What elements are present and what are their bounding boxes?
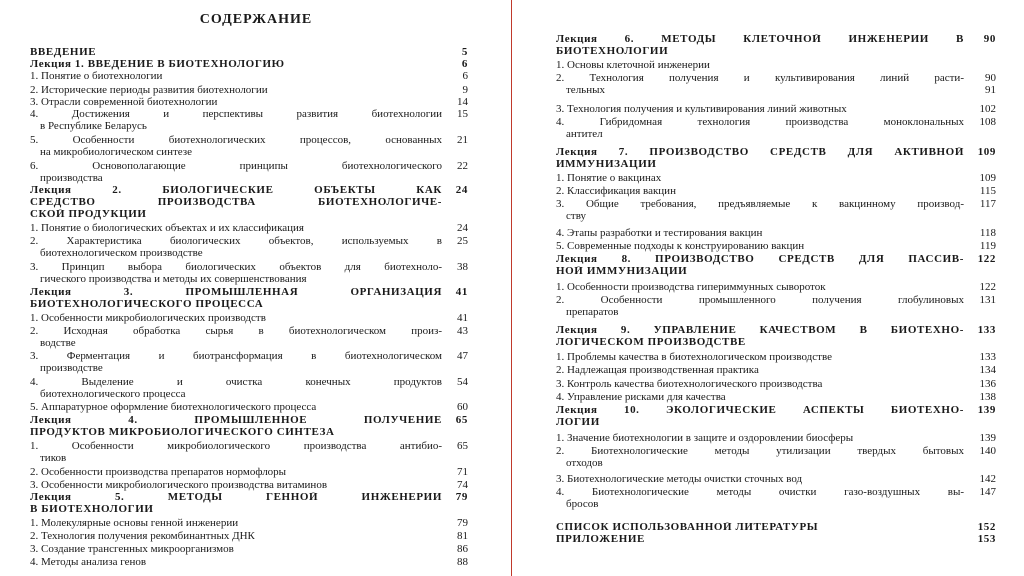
toc-entry: [556, 282, 996, 293]
toc-entry-page: 109: [977, 146, 996, 158]
toc-entry-text: 4. Методы анализа генов: [30, 557, 147, 568]
toc-entry: [30, 85, 468, 96]
toc-entry: [556, 228, 996, 239]
toc-entry: [30, 557, 468, 568]
toc-entry-text: 3. Отрасли современной биотехнологии: [30, 97, 218, 108]
toc-entry-text: 1. Понятие о биотехнологии: [30, 71, 163, 82]
toc-entry: [556, 295, 996, 306]
toc-entry-page: 86: [457, 543, 468, 555]
toc-entry: [556, 325, 996, 336]
toc-entry-text: производства: [40, 173, 103, 184]
toc-entry-text: 5. Особенности биотехнологических процессов, основанных: [30, 135, 442, 146]
toc-entry-text: 3. Контроль качества биотехнологического производства: [556, 379, 823, 390]
toc-entry: [30, 185, 468, 196]
toc-entry-text: 5. Современные подходы к конструированию вакцин: [556, 241, 805, 252]
toc-entry-page: 71: [457, 466, 468, 478]
toc-entry-text: препаратов: [566, 307, 619, 318]
toc-entry-page: 54: [457, 376, 468, 388]
toc-entry: [30, 441, 468, 452]
toc-entry: [556, 446, 996, 457]
toc-entry-text: 4. Гибридомная технология производства моноклональных: [556, 117, 964, 128]
toc-entry: [30, 467, 468, 478]
toc-entry: [556, 522, 996, 533]
toc-entry-text: 3. Биотехнологические методы очистки сточных вод: [556, 474, 803, 485]
toc-entry: [556, 104, 996, 115]
toc-entry: [556, 365, 996, 376]
toc-entry-text: 1. Особенности микробиологических производств: [30, 313, 266, 324]
toc-entry: [30, 262, 468, 273]
toc-entry-text: 2. Исходная обработка сырья в биотехнологическом произ-: [30, 326, 442, 337]
toc-entry: [30, 544, 468, 555]
toc-entry-page: 122: [977, 253, 996, 265]
toc-entry-page: 119: [979, 240, 996, 252]
toc-entry-page: 41: [455, 286, 468, 298]
toc-entry: [30, 223, 468, 234]
toc-entry-text: Лекция 6. МЕТОДЫ КЛЕТОЧНОЙ ИНЖЕНЕРИИ В: [556, 34, 964, 45]
toc-entry-page: 122: [979, 281, 996, 293]
toc-entry-text: 3. Технология получения и культивирования линий животных: [556, 104, 847, 115]
toc-entry-text: 2. Технология получения рекомбинантных ДНК: [30, 531, 255, 542]
toc-entry-text: производстве: [40, 363, 103, 374]
toc-entry: [556, 147, 996, 158]
toc-entry: [30, 173, 468, 184]
toc-entry-text: 1. Понятие о вакцинах: [556, 173, 662, 184]
toc-entry-page: 81: [457, 530, 468, 542]
toc-entry-page: 6: [462, 70, 468, 82]
toc-entry-page: 43: [457, 325, 468, 337]
toc-entry: [30, 97, 468, 108]
toc-entry-text: ИММУНИЗАЦИИ: [556, 159, 657, 170]
toc-entry-page: 41: [457, 312, 468, 324]
toc-entry: [30, 427, 468, 438]
toc-entry-text: НОЙ ИММУНИЗАЦИИ: [556, 266, 688, 277]
toc-entry-page: 21: [457, 134, 468, 146]
toc-entry: [556, 60, 996, 71]
toc-entry: [556, 199, 996, 210]
toc-entry: [30, 402, 468, 413]
toc-entry: [556, 159, 996, 170]
toc-entry-text: 4. Достижения и перспективы развития биотехнологии: [30, 109, 442, 120]
toc-entry-text: 3. Общие требования, предъявляемые к вакцинному производ-: [556, 199, 964, 210]
toc-entry: [30, 338, 468, 349]
toc-entry-text: В БИОТЕХНОЛОГИИ: [30, 504, 154, 515]
toc-entry: [556, 117, 996, 128]
toc-entry: [556, 173, 996, 184]
toc-entry: [30, 377, 468, 388]
toc-entry-text: 3. Ферментация и биотрансформация в биотехнологическом: [30, 351, 442, 362]
toc-entry: [30, 274, 468, 285]
toc-entry-text: 1. Основы клеточной инженерии: [556, 60, 710, 71]
toc-entry-page: 136: [979, 378, 996, 390]
toc-entry-text: СКОЙ ПРОДУКЦИИ: [30, 209, 147, 220]
toc-entry: [30, 531, 468, 542]
toc-entry-page: 131: [979, 294, 996, 306]
toc-entry-page: 102: [979, 103, 996, 115]
toc-entry: [556, 266, 996, 277]
toc-entry-page: 38: [457, 261, 468, 273]
toc-entry: [30, 518, 468, 529]
toc-entry: [556, 499, 996, 510]
toc-entry: [30, 504, 468, 515]
page-title: СОДЕРЖАНИЕ: [199, 12, 313, 27]
toc-entry-text: Лекция 1. ВВЕДЕНИЕ В БИОТЕХНОЛОГИЮ: [30, 59, 285, 70]
toc-entry-text: тиков: [40, 453, 67, 464]
toc-entry: [30, 313, 468, 324]
toc-entry-text: 2. Особенности производства препаратов нормофлоры: [30, 467, 287, 478]
toc-entry: [556, 307, 996, 318]
toc-entry: [556, 405, 996, 416]
toc-entry: [30, 147, 468, 158]
toc-entry-text: 1. Понятие о биологических объектах и их классификация: [30, 223, 304, 234]
toc-entry-text: Лекция 5. МЕТОДЫ ГЕННОЙ ИНЖЕНЕРИИ: [30, 492, 442, 503]
toc-entry-page: 15: [457, 108, 468, 120]
toc-entry-page: 140: [979, 445, 996, 457]
toc-entry-page: 65: [455, 414, 468, 426]
toc-entry: [556, 487, 996, 498]
toc-entry-page: 79: [457, 517, 468, 529]
toc-entry: [556, 186, 996, 197]
toc-entry-text: 2. Надлежащая производственная практика: [556, 365, 759, 376]
toc-entry: [556, 534, 996, 545]
toc-entry-text: 1. Особенности микробиологического производства антибио-: [30, 441, 442, 452]
toc-entry: [30, 47, 468, 58]
toc-entry: [30, 236, 468, 247]
toc-entry-text: 1. Проблемы качества в биотехнологическом производстве: [556, 352, 832, 363]
toc-entry-page: 147: [979, 486, 996, 498]
toc-entry-text: Лекция 8. ПРОИЗВОДСТВО СРЕДСТВ ДЛЯ ПАССИВ-: [556, 254, 964, 265]
toc-entry-text: тельных: [566, 85, 605, 96]
toc-entry-page: 88: [457, 556, 468, 568]
toc-entry-text: биотехнологического процесса: [40, 389, 186, 400]
toc-entry: [30, 363, 468, 374]
toc-entry: [556, 474, 996, 485]
toc-entry: [30, 326, 468, 337]
toc-entry-page: 108: [979, 116, 996, 128]
toc-entry: [556, 254, 996, 265]
toc-entry-page: 24: [457, 222, 468, 234]
toc-entry: [556, 85, 996, 96]
toc-entry: [30, 415, 468, 426]
toc-entry: [30, 453, 468, 464]
toc-entry-page: 142: [979, 473, 996, 485]
toc-entry-page: 25: [457, 235, 468, 247]
toc-entry: [556, 241, 996, 252]
toc-entry-page: 109: [979, 172, 996, 184]
toc-entry-page: 138: [979, 391, 996, 403]
toc-entry-text: ЛОГИИ: [556, 417, 600, 428]
toc-entry-page: 22: [457, 160, 468, 172]
toc-entry-page: 60: [457, 401, 468, 413]
toc-page-right: [512, 0, 1024, 576]
toc-entry-page: 5: [461, 46, 468, 58]
toc-entry-page: 90: [983, 33, 996, 45]
toc-entry-page: 134: [979, 364, 996, 376]
toc-entry: [556, 458, 996, 469]
toc-entry-page: 74: [457, 479, 468, 491]
toc-entry-text: Лекция 4. ПРОМЫШЛЕННОЕ ПОЛУЧЕНИЕ: [30, 415, 442, 426]
toc-entry-page: 14: [457, 96, 468, 108]
toc-entry-text: в Республике Беларусь: [40, 121, 147, 132]
toc-entry-text: СПИСОК ИСПОЛЬЗОВАННОЙ ЛИТЕРАТУРЫ: [556, 522, 819, 533]
toc-entry-page: 6: [461, 58, 468, 70]
toc-entry-text: 4. Управление рисками для качества: [556, 392, 726, 403]
toc-entry-text: 4. Этапы разработки и тестирования вакцин: [556, 228, 763, 239]
toc-entry-page: 152: [977, 521, 996, 533]
toc-entry-text: Лекция 3. ПРОМЫШЛЕННАЯ ОРГАНИЗАЦИЯ: [30, 287, 442, 298]
toc-entry-text: ЛОГИЧЕСКОМ ПРОИЗВОДСТВЕ: [556, 337, 746, 348]
toc-entry-page: 90: [985, 72, 996, 84]
toc-entry-text: БИОТЕХНОЛОГИЧЕСКОГО ПРОЦЕССА: [30, 299, 264, 310]
toc-entry: [30, 109, 468, 120]
toc-entry-page: 47: [457, 350, 468, 362]
toc-entry-text: 3. Принцип выбора биологических объектов для биотехноло-: [30, 262, 442, 273]
toc-entry: [30, 209, 468, 220]
toc-entry-text: 6. Основополагающие принципы биотехнологического: [30, 161, 442, 172]
toc-entry-text: 5. Аппаратурное оформление биотехнологического процесса: [30, 402, 317, 413]
toc-entry-text: 4. Биотехнологические методы очистки газо-воздушных вы-: [556, 487, 964, 498]
toc-entry-text: антител: [566, 129, 603, 140]
toc-entry-page: 118: [979, 227, 996, 239]
toc-entry-text: 2. Классификация вакцин: [556, 186, 676, 197]
toc-entry-page: 65: [457, 440, 468, 452]
toc-entry: [30, 197, 468, 208]
toc-entry-text: 4. Выделение и очистка конечных продуктов: [30, 377, 442, 388]
toc-list-right: [512, 0, 1024, 576]
toc-entry-page: 115: [979, 185, 996, 197]
toc-entry-page: 139: [977, 404, 996, 416]
toc-entry-page: 91: [985, 84, 996, 96]
toc-entry-text: отходов: [566, 458, 603, 469]
toc-entry: [30, 299, 468, 310]
toc-entry-text: на микробиологическом синтезе: [40, 147, 193, 158]
toc-entry-text: 1. Значение биотехнологии в защите и оздоровлении биосферы: [556, 433, 854, 444]
toc-entry-text: Лекция 2. БИОЛОГИЧЕСКИЕ ОБЪЕКТЫ КАК: [30, 185, 442, 196]
toc-entry-text: биотехнологическом производстве: [40, 248, 203, 259]
toc-entry: [556, 392, 996, 403]
toc-entry: [30, 248, 468, 259]
toc-entry-page: 139: [979, 432, 996, 444]
toc-entry-text: 2. Исторические периоды развития биотехнологии: [30, 85, 268, 96]
toc-entry-text: ВВЕДЕНИЕ: [30, 47, 97, 58]
toc-entry-text: водстве: [40, 338, 76, 349]
toc-entry: [556, 337, 996, 348]
toc-entry: [556, 433, 996, 444]
toc-entry: [556, 34, 996, 45]
toc-entry-text: бросов: [566, 499, 599, 510]
toc-entry: [30, 287, 468, 298]
toc-entry-text: 1. Особенности производства гипериммунных сывороток: [556, 282, 826, 293]
toc-entry-text: 1. Молекулярные основы генной инженерии: [30, 518, 239, 529]
toc-entry-text: 2. Технология получения и культивирования линий расти-: [556, 73, 964, 84]
toc-entry: [556, 417, 996, 428]
toc-entry: [30, 71, 468, 82]
toc-entry-page: 133: [977, 324, 996, 336]
toc-entry-text: 2. Особенности промышленного получения глобулиновых: [556, 295, 964, 306]
toc-entry: [556, 129, 996, 140]
toc-entry: [556, 352, 996, 363]
toc-entry-text: гического производства и методы их совершенствования: [40, 274, 307, 285]
toc-entry: [30, 121, 468, 132]
toc-entry-text: СРЕДСТВО ПРОИЗВОДСТВА БИОТЕХНОЛОГИЧЕ-: [30, 197, 442, 208]
toc-entry-page: 117: [979, 198, 996, 210]
toc-entry: [30, 351, 468, 362]
toc-entry-page: 153: [977, 533, 996, 545]
toc-entry-text: 3. Создание трансгенных микроорганизмов: [30, 544, 234, 555]
toc-entry-text: БИОТЕХНОЛОГИИ: [556, 46, 669, 57]
toc-entry: [556, 46, 996, 57]
toc-entry: [556, 379, 996, 390]
toc-entry-text: Лекция 9. УПРАВЛЕНИЕ КАЧЕСТВОМ В БИОТЕХНО-: [556, 325, 964, 336]
toc-entry-text: ПРОДУКТОВ МИКРОБИОЛОГИЧЕСКОГО СИНТЕЗА: [30, 427, 335, 438]
toc-entry-text: Лекция 7. ПРОИЗВОДСТВО СРЕДСТВ ДЛЯ АКТИВНОЙ: [556, 147, 964, 158]
toc-entry-page: 79: [455, 491, 468, 503]
toc-entry: [30, 135, 468, 146]
toc-entry: [30, 59, 468, 70]
toc-entry: [30, 492, 468, 503]
toc-entry-text: ПРИЛОЖЕНИЕ: [556, 534, 645, 545]
toc-entry: [30, 161, 468, 172]
toc-entry-page: 24: [455, 184, 468, 196]
toc-entry-text: 2. Характеристика биологических объектов, используемых в: [30, 236, 442, 247]
toc-entry: [556, 73, 996, 84]
toc-entry-text: 3. Особенности микробиологического производства витаминов: [30, 480, 328, 491]
toc-entry-page: 133: [979, 351, 996, 363]
toc-entry-text: ству: [566, 211, 587, 222]
toc-entry: [556, 211, 996, 222]
toc-entry-text: 2. Биотехнологические методы утилизации твердых бытовых: [556, 446, 964, 457]
toc-entry-text: Лекция 10. ЭКОЛОГИЧЕСКИЕ АСПЕКТЫ БИОТЕХНО-: [556, 405, 964, 416]
toc-entry: [30, 389, 468, 400]
toc-entry: [30, 480, 468, 491]
toc-entry-page: 9: [462, 84, 468, 96]
